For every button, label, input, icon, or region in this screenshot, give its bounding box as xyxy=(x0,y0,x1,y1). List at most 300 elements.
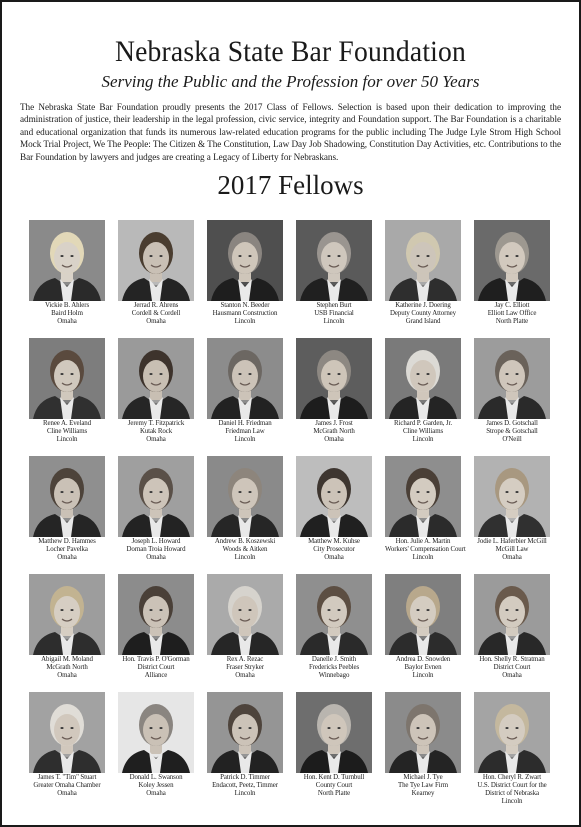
portrait-eye xyxy=(159,609,162,611)
fellow-name: Stephen Burt xyxy=(316,302,352,309)
fellow-name: Vickie B. Ahlers xyxy=(44,302,90,309)
fellow-card xyxy=(385,220,461,338)
portrait-face xyxy=(499,478,525,510)
fellow-name: Rex A. Rezac xyxy=(226,656,264,663)
fellow-affiliation: Strope & Gotschall xyxy=(486,428,538,436)
fellow-affiliation: Deputy County Attorney xyxy=(390,310,456,318)
portrait-eye xyxy=(327,373,330,375)
portrait-eye xyxy=(426,373,429,375)
portrait-photo xyxy=(296,574,372,655)
portrait-image xyxy=(118,574,194,655)
portrait-face xyxy=(54,596,80,628)
fellow-caption xyxy=(29,774,105,798)
portrait-face xyxy=(232,714,258,746)
portrait-image xyxy=(296,456,372,537)
portrait-image xyxy=(296,220,372,301)
fellow-card xyxy=(207,692,283,810)
portrait-face xyxy=(499,242,525,274)
portrait-eye xyxy=(337,727,340,729)
portrait-eye xyxy=(505,255,508,257)
portrait-image xyxy=(118,692,194,773)
fellow-affiliation: North Platte xyxy=(317,790,351,798)
fellow-affiliation: McGrath North xyxy=(46,664,88,672)
fellow-affiliation: Omaha xyxy=(146,436,166,444)
fellow-card xyxy=(474,338,550,456)
portrait-eye xyxy=(238,609,241,611)
portrait-image xyxy=(29,456,105,537)
fellow-name: Danelle J. Smith xyxy=(311,656,357,663)
fellow-card xyxy=(118,338,194,456)
fellow-affiliation: Omaha xyxy=(57,318,77,326)
fellow-card xyxy=(29,338,105,456)
portrait-eye xyxy=(248,727,251,729)
fellow-caption xyxy=(207,774,283,798)
fellow-affiliation: Cline Williams xyxy=(402,428,444,436)
fellow-card xyxy=(207,574,283,692)
fellow-affiliation: Grand Island xyxy=(405,318,441,326)
portrait-eye xyxy=(416,373,419,375)
fellow-card xyxy=(207,456,283,574)
fellow-affiliation: Baird Holm xyxy=(51,310,83,318)
fellow-affiliation: Cordell & Cordell xyxy=(131,310,181,318)
fellow-card xyxy=(207,338,283,456)
portrait-photo xyxy=(118,574,194,655)
fellow-caption xyxy=(385,420,461,444)
portrait-eye xyxy=(248,255,251,257)
fellow-affiliation: Omaha xyxy=(57,554,77,562)
fellow-affiliation: Woods & Aitken xyxy=(222,546,268,554)
portrait-image xyxy=(29,574,105,655)
portrait-face xyxy=(143,360,169,392)
fellow-card xyxy=(296,692,372,810)
fellow-name: Renee A. Eveland xyxy=(43,420,91,427)
portrait-face xyxy=(499,596,525,628)
fellow-affiliation: Dornan Troia Howard xyxy=(126,546,186,554)
fellow-name: Hon. Julie A. Martin xyxy=(395,538,451,545)
portrait-face xyxy=(232,360,258,392)
portrait-eye xyxy=(60,491,63,493)
portrait-face xyxy=(143,714,169,746)
fellow-affiliation: Locher Pavelka xyxy=(46,546,88,554)
fellow-name: Joseph L. Howard xyxy=(131,538,181,545)
fellow-caption xyxy=(207,656,283,680)
fellow-affiliation: Omaha xyxy=(502,554,522,562)
portrait-photo xyxy=(474,692,550,773)
portrait-image xyxy=(474,692,550,773)
fellow-name: Jodie L. Haferbier McGill xyxy=(477,538,547,545)
portrait-eye xyxy=(248,373,251,375)
fellow-caption xyxy=(29,656,105,680)
fellow-affiliation: McGrath North xyxy=(313,428,355,436)
fellow-name: Jay C. Elliott xyxy=(494,302,530,309)
portrait-image xyxy=(296,692,372,773)
fellow-affiliation: The Tye Law Firm xyxy=(397,782,449,790)
portrait-photo xyxy=(29,692,105,773)
portrait-photo xyxy=(296,338,372,419)
portrait-photo xyxy=(296,692,372,773)
portrait-face xyxy=(143,242,169,274)
fellow-affiliation: Workers' Compensation Court xyxy=(385,546,466,554)
fellow-caption xyxy=(118,538,194,562)
fellow-affiliation: County Court xyxy=(315,782,353,790)
portrait-photo xyxy=(29,574,105,655)
fellow-caption xyxy=(385,774,461,798)
fellow-affiliation: Omaha xyxy=(57,672,77,680)
portrait-image xyxy=(474,338,550,419)
portrait-eye xyxy=(515,373,518,375)
fellow-affiliation: Omaha xyxy=(235,672,255,680)
portrait-face xyxy=(54,242,80,274)
page-subtitle: Serving the Public and the Profession for over 50 Years xyxy=(101,72,480,91)
portrait-eye xyxy=(337,491,340,493)
fellow-affiliation: Lincoln xyxy=(234,436,256,444)
portrait-eye xyxy=(149,727,152,729)
portrait-face xyxy=(54,714,80,746)
portrait-face xyxy=(410,478,436,510)
fellow-card xyxy=(474,220,550,338)
fellow-caption xyxy=(29,538,105,562)
portrait-eye xyxy=(159,373,162,375)
portrait-eye xyxy=(238,727,241,729)
fellow-affiliation: Omaha xyxy=(146,554,166,562)
portrait-eye xyxy=(505,609,508,611)
fellow-card xyxy=(385,456,466,574)
portrait-eye xyxy=(60,373,63,375)
fellow-name: Andrea D. Snowden xyxy=(395,656,451,663)
fellow-affiliation: Lincoln xyxy=(412,672,434,680)
fellow-affiliation: Greater Omaha Chamber xyxy=(33,782,101,790)
portrait-face xyxy=(410,596,436,628)
portrait-face xyxy=(321,242,347,274)
portrait-face xyxy=(232,478,258,510)
fellow-affiliation: Lincoln xyxy=(234,790,256,798)
portrait-eye xyxy=(149,373,152,375)
portrait-photo xyxy=(296,220,372,301)
fellow-affiliation: Omaha xyxy=(57,790,77,798)
fellow-card xyxy=(118,220,194,338)
portrait-eye xyxy=(327,727,330,729)
portrait-face xyxy=(321,714,347,746)
portrait-photo xyxy=(385,456,461,537)
portrait-eye xyxy=(248,609,251,611)
fellow-name: Katherine J. Doering xyxy=(395,302,451,309)
portrait-image xyxy=(385,338,461,419)
fellow-caption xyxy=(474,774,550,806)
fellow-name: Andrew B. Koszewski xyxy=(214,538,276,545)
portrait-image xyxy=(296,338,372,419)
portrait-image xyxy=(207,220,283,301)
portrait-image xyxy=(474,574,550,655)
portrait-eye xyxy=(337,609,340,611)
portrait-photo xyxy=(474,456,550,537)
fellow-name: Patrick D. Timmer xyxy=(220,774,270,781)
fellow-card xyxy=(296,456,372,574)
portrait-photo xyxy=(118,338,194,419)
portrait-eye xyxy=(426,609,429,611)
fellows-grid xyxy=(29,220,559,810)
fellow-card xyxy=(296,220,372,338)
fellow-card xyxy=(385,338,461,456)
fellow-card xyxy=(296,338,372,456)
portrait-eye xyxy=(70,373,73,375)
fellow-card xyxy=(29,456,105,574)
fellow-name: Hon. Kent D. Turnbull xyxy=(303,774,365,781)
portrait-eye xyxy=(515,727,518,729)
portrait-photo xyxy=(207,220,283,301)
portrait-eye xyxy=(426,255,429,257)
portrait-eye xyxy=(426,727,429,729)
portrait-eye xyxy=(426,491,429,493)
fellow-caption xyxy=(296,774,372,798)
fellow-caption xyxy=(296,656,372,680)
portrait-image xyxy=(118,220,194,301)
page-title: Nebraska State Bar Foundation xyxy=(114,35,467,68)
fellow-caption xyxy=(474,420,550,444)
fellow-affiliation: Fredericks Peebles xyxy=(308,664,360,672)
fellow-affiliation: Elliott Law Office xyxy=(487,310,537,318)
portrait-face xyxy=(499,714,525,746)
fellow-affiliation: Lincoln xyxy=(323,318,345,326)
fellow-caption xyxy=(474,656,550,680)
fellow-caption xyxy=(118,774,194,798)
fellow-affiliation: District of Nebraska xyxy=(485,790,539,798)
fellow-name: Matthew M. Kuhse xyxy=(308,538,360,545)
fellow-affiliation: District Court xyxy=(137,664,175,672)
portrait-image xyxy=(207,692,283,773)
portrait-photo xyxy=(118,220,194,301)
portrait-face xyxy=(321,478,347,510)
portrait-eye xyxy=(149,255,152,257)
fellow-name: Jeremy T. Fitzpatrick xyxy=(127,420,185,427)
fellow-affiliation: Omaha xyxy=(146,318,166,326)
portrait-face xyxy=(410,714,436,746)
portrait-photo xyxy=(474,338,550,419)
portrait-photo xyxy=(474,220,550,301)
fellow-caption xyxy=(296,420,372,444)
fellow-caption xyxy=(474,302,550,326)
portrait-eye xyxy=(505,727,508,729)
portrait-photo xyxy=(29,456,105,537)
fellow-affiliation: Omaha xyxy=(324,436,344,444)
portrait-image xyxy=(474,456,550,537)
fellow-card xyxy=(118,574,194,692)
fellow-caption xyxy=(29,420,105,444)
fellow-caption xyxy=(29,302,105,326)
fellow-affiliation: O'Neill xyxy=(502,436,522,444)
fellow-affiliation: Lincoln xyxy=(412,436,434,444)
fellow-caption xyxy=(118,656,194,680)
section-title: 2017 Fellows xyxy=(217,170,364,201)
portrait-photo xyxy=(385,220,461,301)
fellow-affiliation: Friedman Law xyxy=(225,428,265,436)
portrait-photo xyxy=(385,338,461,419)
portrait-eye xyxy=(60,609,63,611)
portrait-image xyxy=(385,220,461,301)
portrait-eye xyxy=(416,609,419,611)
fellow-card xyxy=(118,692,194,810)
portrait-eye xyxy=(238,255,241,257)
portrait-eye xyxy=(515,255,518,257)
fellow-card xyxy=(29,574,105,692)
portrait-image xyxy=(118,338,194,419)
fellow-name: Hon. Travis P. O'Gorman xyxy=(122,656,190,663)
fellow-affiliation: Omaha xyxy=(502,672,522,680)
portrait-image xyxy=(207,574,283,655)
fellow-caption xyxy=(385,656,461,680)
fellow-name: Donald L. Swanson xyxy=(129,774,183,781)
portrait-photo xyxy=(207,338,283,419)
fellow-card xyxy=(474,456,550,574)
portrait-face xyxy=(232,596,258,628)
portrait-eye xyxy=(337,373,340,375)
portrait-eye xyxy=(416,491,419,493)
fellow-name: James T. "Tim" Stuart xyxy=(37,774,97,781)
fellow-caption xyxy=(385,302,461,326)
fellow-name: Abigail M. Moland xyxy=(41,656,93,663)
portrait-face xyxy=(143,478,169,510)
fellow-caption xyxy=(118,302,194,326)
portrait-eye xyxy=(149,609,152,611)
portrait-image xyxy=(207,338,283,419)
portrait-eye xyxy=(60,255,63,257)
fellow-affiliation: Winnebago xyxy=(318,672,350,680)
portrait-image xyxy=(385,574,461,655)
portrait-face xyxy=(54,478,80,510)
portrait-eye xyxy=(159,727,162,729)
portrait-eye xyxy=(505,491,508,493)
fellow-card xyxy=(296,574,372,692)
portrait-eye xyxy=(159,491,162,493)
portrait-eye xyxy=(515,491,518,493)
fellow-caption xyxy=(385,538,466,562)
fellow-name: Hon. Cheryl R. Zwart xyxy=(482,774,542,781)
portrait-eye xyxy=(159,255,162,257)
fellow-caption xyxy=(296,538,372,562)
portrait-eye xyxy=(337,255,340,257)
portrait-image xyxy=(207,456,283,537)
portrait-photo xyxy=(207,456,283,537)
fellow-name: James D. Gotschall xyxy=(486,420,538,427)
portrait-eye xyxy=(60,727,63,729)
portrait-photo xyxy=(474,574,550,655)
portrait-eye xyxy=(70,491,73,493)
portrait-eye xyxy=(327,491,330,493)
portrait-eye xyxy=(70,255,73,257)
fellow-name: Michael J. Tye xyxy=(403,774,443,781)
fellow-card xyxy=(207,220,283,338)
fellow-affiliation: Fraser Stryker xyxy=(226,664,264,672)
fellow-affiliation: U.S. District Court for the xyxy=(477,782,547,790)
fellow-name: Daniel H. Friedman xyxy=(218,420,272,427)
portrait-eye xyxy=(515,609,518,611)
fellow-name: Stanton N. Beeder xyxy=(220,302,270,309)
fellow-card xyxy=(29,220,105,338)
portrait-photo xyxy=(29,220,105,301)
portrait-photo xyxy=(207,574,283,655)
portrait-photo xyxy=(385,692,461,773)
fellow-affiliation: Kearney xyxy=(411,790,435,798)
portrait-face xyxy=(410,360,436,392)
fellow-caption xyxy=(474,538,550,562)
fellow-card xyxy=(385,574,461,692)
fellow-affiliation: Lincoln xyxy=(56,436,78,444)
portrait-photo xyxy=(385,574,461,655)
fellow-caption xyxy=(207,420,283,444)
portrait-image xyxy=(296,574,372,655)
fellow-affiliation: McGill Law xyxy=(495,546,529,554)
fellow-caption xyxy=(296,302,372,326)
portrait-eye xyxy=(149,491,152,493)
intro-paragraph: The Nebraska State Bar Foundation proudly presents the 2017 Class of Fellows. Selection is based upon their dedication to improving the administration of justice, their leadership in the legal profession, civic service, integrity and Foundation support. The Bar Foundation is a charitable and educational organization that funds its numerous law-related education programs for the public including The Judge Lyle Strom High School Mock Trial Project, We The People: The Citizen & The Constitution, Law Day Job Shadowing, Constitution Day Activities, etc. Contributions to the Bar Foundation by lawyers and judges are creating a Legacy of Liberty for Nebraskans. xyxy=(20,102,561,162)
fellow-card xyxy=(29,692,105,810)
portrait-eye xyxy=(327,255,330,257)
portrait-photo xyxy=(296,456,372,537)
fellow-card xyxy=(385,692,461,810)
fellow-affiliation: Lincoln xyxy=(412,554,434,562)
fellow-affiliation: Omaha xyxy=(324,554,344,562)
fellow-card xyxy=(474,692,550,810)
fellow-name: James J. Frost xyxy=(315,420,353,427)
portrait-face xyxy=(321,360,347,392)
portrait-face xyxy=(143,596,169,628)
fellow-caption xyxy=(118,420,194,444)
portrait-eye xyxy=(327,609,330,611)
fellow-affiliation: North Platte xyxy=(495,318,529,326)
fellow-affiliation: City Prosecutor xyxy=(313,546,355,554)
fellow-affiliation: Hausmann Construction xyxy=(212,310,278,318)
portrait-face xyxy=(499,360,525,392)
fellow-affiliation: Lincoln xyxy=(234,318,256,326)
portrait-eye xyxy=(238,373,241,375)
portrait-photo xyxy=(29,338,105,419)
fellow-affiliation: Baylor Evnen xyxy=(404,664,442,672)
fellow-card xyxy=(474,574,550,692)
portrait-face xyxy=(410,242,436,274)
fellow-affiliation: Endacott, Peetz, Timmer xyxy=(212,782,278,790)
portrait-image xyxy=(474,220,550,301)
portrait-image xyxy=(385,456,461,537)
fellow-affiliation: Lincoln xyxy=(234,554,256,562)
portrait-photo xyxy=(118,456,194,537)
portrait-face xyxy=(54,360,80,392)
portrait-eye xyxy=(248,491,251,493)
fellow-affiliation: Cline Williams xyxy=(46,428,88,436)
portrait-eye xyxy=(70,609,73,611)
fellow-name: Matthew D. Hammes xyxy=(38,538,96,545)
fellow-affiliation: Koley Jessen xyxy=(138,782,174,790)
fellow-affiliation: Alliance xyxy=(144,672,168,680)
portrait-image xyxy=(385,692,461,773)
fellow-affiliation: Lincoln xyxy=(501,798,523,806)
fellow-affiliation: Omaha xyxy=(146,790,166,798)
fellow-card xyxy=(118,456,194,574)
portrait-eye xyxy=(70,727,73,729)
fellow-name: Richard P. Garden, Jr. xyxy=(394,420,452,427)
portrait-eye xyxy=(416,255,419,257)
portrait-image xyxy=(29,692,105,773)
portrait-image xyxy=(118,456,194,537)
fellow-name: Jerrad R. Ahrens xyxy=(133,302,179,309)
portrait-image xyxy=(29,338,105,419)
fellow-affiliation: District Court xyxy=(493,664,531,672)
portrait-eye xyxy=(416,727,419,729)
portrait-photo xyxy=(118,692,194,773)
portrait-eye xyxy=(505,373,508,375)
fellow-affiliation: Kutak Rock xyxy=(139,428,173,436)
portrait-face xyxy=(321,596,347,628)
portrait-face xyxy=(232,242,258,274)
portrait-eye xyxy=(238,491,241,493)
